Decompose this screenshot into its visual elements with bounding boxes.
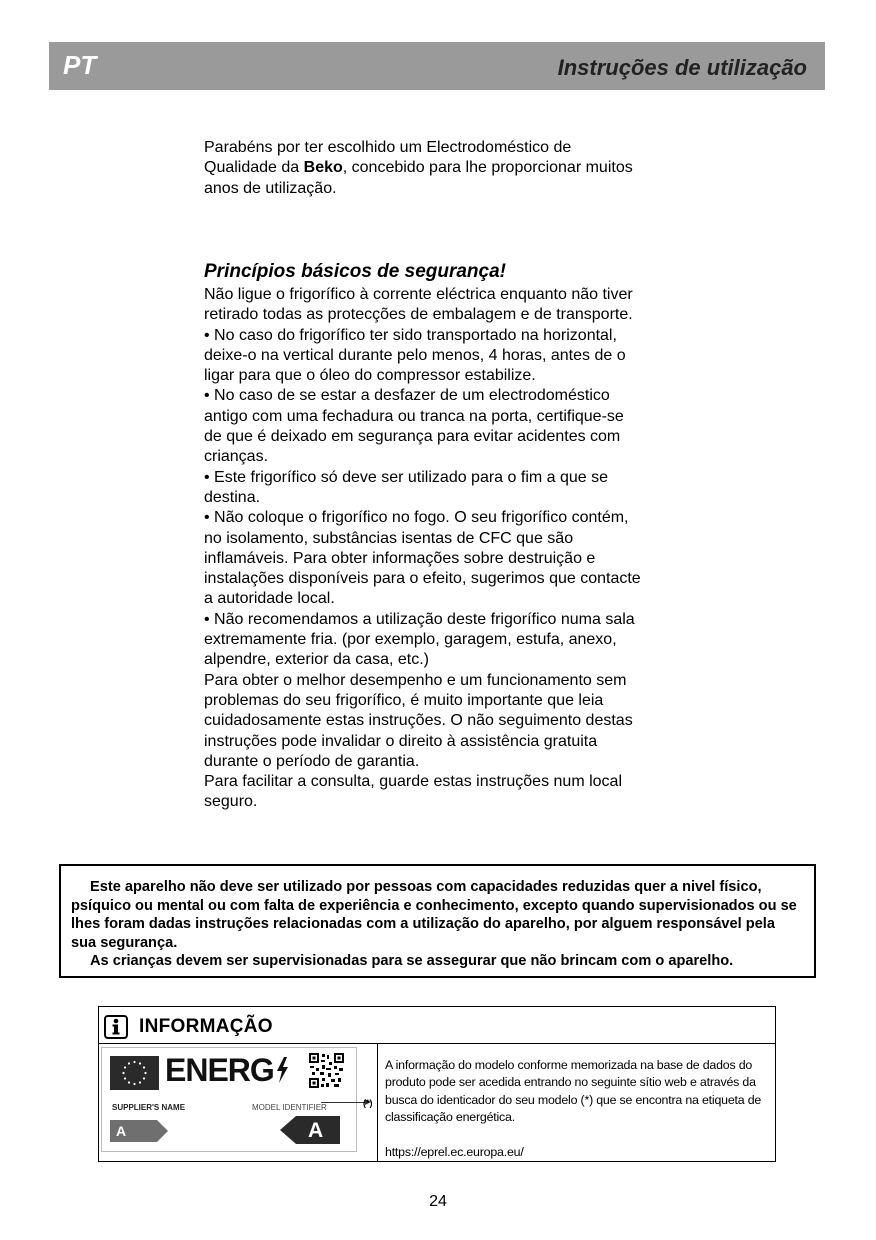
energy-class-indicator	[280, 1116, 340, 1144]
warning-box	[59, 864, 816, 978]
brand-name: Beko	[303, 159, 343, 177]
page-number: 24	[429, 1193, 447, 1210]
energy-label-cell	[99, 1044, 378, 1161]
safety-text	[204, 285, 644, 813]
language-code: PT	[63, 50, 97, 80]
energy-logo	[165, 1052, 289, 1089]
intro-text-start: Parabéns por ter escolhido um Electrodoméstico de Qualidade da	[204, 139, 572, 177]
energy-class-scale	[110, 1120, 168, 1142]
supplier-name-label: SUPPLIER'S NAME	[112, 1103, 186, 1112]
safety-paragraph: Para facilitar a consulta, guarde estas instruções num local seguro.	[204, 773, 622, 811]
information-header	[99, 1007, 775, 1044]
safety-paragraph: • No caso do frigorífico ter sido transportado na horizontal, deixe-o na vertical durante pelo menos, 4 horas, antes de o ligar para que o óleo do compressor estabilize.	[204, 326, 626, 385]
eu-flag-icon	[110, 1056, 159, 1090]
information-box	[98, 1006, 776, 1162]
safety-heading: Princípios básicos de segurança!	[204, 261, 506, 282]
information-description: A informação do modelo conforme memorizada na base de dados do produto pode ser acedida entrando no seguinte sítio web e através da busca do identicador do seu modelo (*) que se encontra na etiqueta de classificação energética.	[385, 1058, 762, 1125]
model-asterisk: (*)	[363, 1098, 373, 1108]
info-icon	[104, 1015, 128, 1039]
safety-paragraph: • Não coloque o frigorífico no fogo. O seu frigorífico contém, no isolamento, substâncias isentas de CFC que são inflamáveis. Para obter informações sobre destruição e instalações disponíveis para o efeito, sugerimos que contacte a autoridade local.	[204, 509, 641, 608]
page-title: Instruções de utilização	[557, 55, 807, 80]
information-title: INFORMAÇÃO	[139, 1016, 273, 1037]
intro-text-end: , concebido para lhe proporcionar muitos anos de utilização.	[204, 159, 633, 197]
energy-label	[101, 1047, 357, 1152]
energy-class-scale-text: A	[116, 1123, 127, 1139]
information-text	[385, 1057, 765, 1161]
safety-paragraph: • No caso de se estar a desfazer de um electrodoméstico antigo com uma fechadura ou tranca na porta, certifique-se de que é deixado em segurança para evitar acidentes com crianças.	[204, 387, 624, 466]
lightning-icon	[275, 1057, 289, 1083]
eprel-link[interactable]: https://eprel.ec.europa.eu/	[385, 1144, 524, 1159]
warning-paragraph: Este aparelho não deve ser utilizado por pessoas com capacidades reduzidas quer a nivel físico, psíquico ou mental ou com falta de experiência e conhecimento, excepto quando supervisionados ou se lhes foram dadas instruções relacionadas com a utilização do aparelho, por alguem responsável pela sua segurança.	[71, 879, 797, 951]
warning-paragraph: As crianças devem ser supervisionadas para se assegurar que não brincam com o aparelho.	[90, 953, 734, 970]
qr-code-icon	[309, 1053, 344, 1088]
safety-paragraph: • Este frigorífico só deve ser utilizado para o fim a que se destina.	[204, 468, 609, 506]
intro-paragraph	[204, 138, 644, 199]
model-identifier-label: MODEL IDENTIFIER	[252, 1103, 327, 1112]
energy-class-indicator-text: A	[308, 1119, 324, 1142]
model-arrow-line	[321, 1102, 367, 1103]
safety-paragraph: Para obter o melhor desempenho e um funcionamento sem problemas do seu frigorífico, é muito importante que leia cuidadosamente estas instruções. O não seguimento destas instruções pode invalidar o direito à assistência gratuita durante o período de garantia.	[204, 671, 633, 770]
safety-paragraph: • Não recomendamos a utilização deste frigorífico numa sala extremamente fria. (por exemplo, garagem, estufa, anexo, alpendre, exterior da casa, etc.)	[204, 610, 635, 669]
energy-logo-text: ENERG	[165, 1052, 274, 1088]
header-bar	[49, 42, 825, 90]
safety-paragraph: Não ligue o frigorífico à corrente eléctrica enquanto não tiver retirado todas as protecções de embalagem e de transporte.	[204, 286, 633, 324]
